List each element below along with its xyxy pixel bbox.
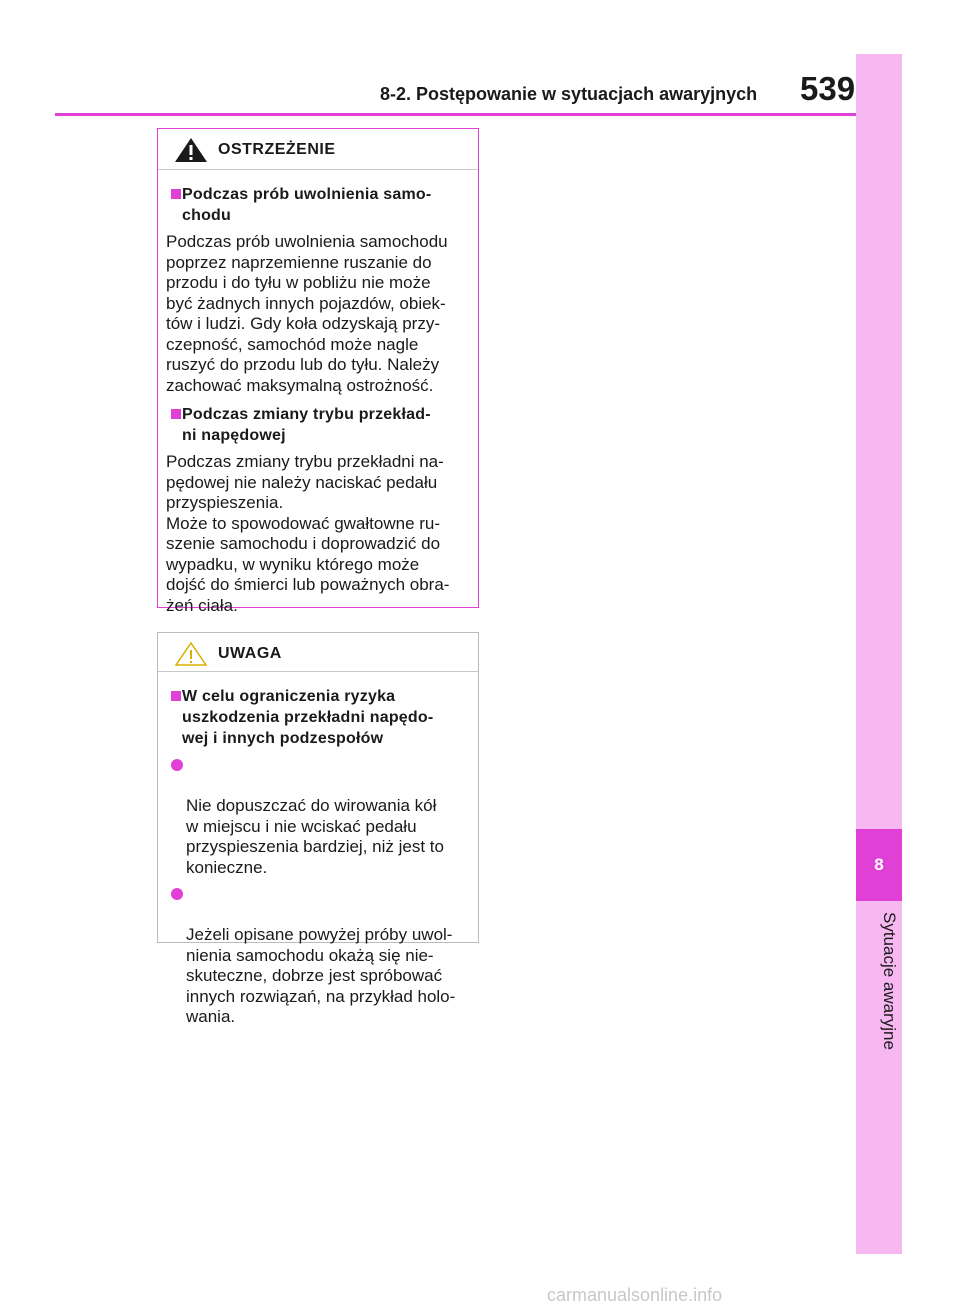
warning-box-body: [158, 170, 478, 616]
chapter-number-tab[interactable]: 8: [856, 829, 902, 901]
warning-box: [157, 128, 479, 615]
chapter-sidebar: [856, 54, 902, 1254]
warning-paragraph-2: Podczas zmiany trybu przekładni na- pędowej nie należy naciskać pedału przyspieszenia. Może to spowodować gwałtowne ru- szenie samochodu i doprowadzić do wypadku, w wyniku którego może dojść do śmierci lub poważnych obra- żeń ciała.: [166, 452, 450, 615]
warning-triangle-outline-icon: [174, 641, 208, 672]
chapter-label: Sytuacje awaryjne: [880, 912, 899, 1050]
header-rule: [55, 113, 856, 116]
page-number: 539: [800, 70, 856, 107]
square-bullet-icon: [171, 409, 181, 419]
notice-bullet-1: Nie dopuszczać do wirowania kół w miejscu i nie wciskać pedału przyspieszenia bardziej, niż jest to konieczne.: [166, 755, 468, 878]
circle-bullet-icon: [171, 759, 183, 771]
square-bullet-icon: [171, 189, 181, 199]
section-title: 8-2. Postępowanie w sytuacjach awaryjnych: [380, 84, 758, 104]
notice-heading: W celu ograniczenia ryzyka uszkodzenia przekładni napędo- wej i innych podzespołów: [162, 686, 468, 749]
warning-heading-2: Podczas zmiany trybu przekład- ni napędowej: [162, 404, 468, 446]
circle-bullet-icon: [171, 888, 183, 900]
square-bullet-icon: [171, 691, 181, 701]
notice-title: UWAGA: [218, 645, 282, 662]
warning-heading-1: Podczas prób uwolnienia samo- chodu: [162, 184, 468, 226]
warning-paragraph-1: Podczas prób uwolnienia samochodu poprzez naprzemienne ruszanie do przodu i do tyłu w pobliżu nie może być żadnych innych pojazdów, obiek- tów i ludzi. Gdy koła odzyskają przy- czepność, samochód może nagle ruszyć do przodu lub do tyłu. Należy zachować maksymalną ostrożność.: [166, 232, 448, 395]
warning-triangle-filled-icon: [174, 137, 208, 168]
warning-title: OSTRZEŻENIE: [218, 141, 336, 158]
warning-box-header: [158, 129, 478, 170]
notice-bullet-2: Jeżeli opisane powyżej próby uwol- nienia samochodu okażą się nie- skuteczne, dobrze jest spróbować innych rozwiązań, na przykład holo- wania.: [166, 884, 468, 1028]
notice-box: [157, 632, 479, 1026]
notice-box-header: [158, 633, 478, 672]
notice-box-body: [158, 672, 478, 1028]
watermark: carmanualsonline.info: [547, 1285, 723, 1305]
